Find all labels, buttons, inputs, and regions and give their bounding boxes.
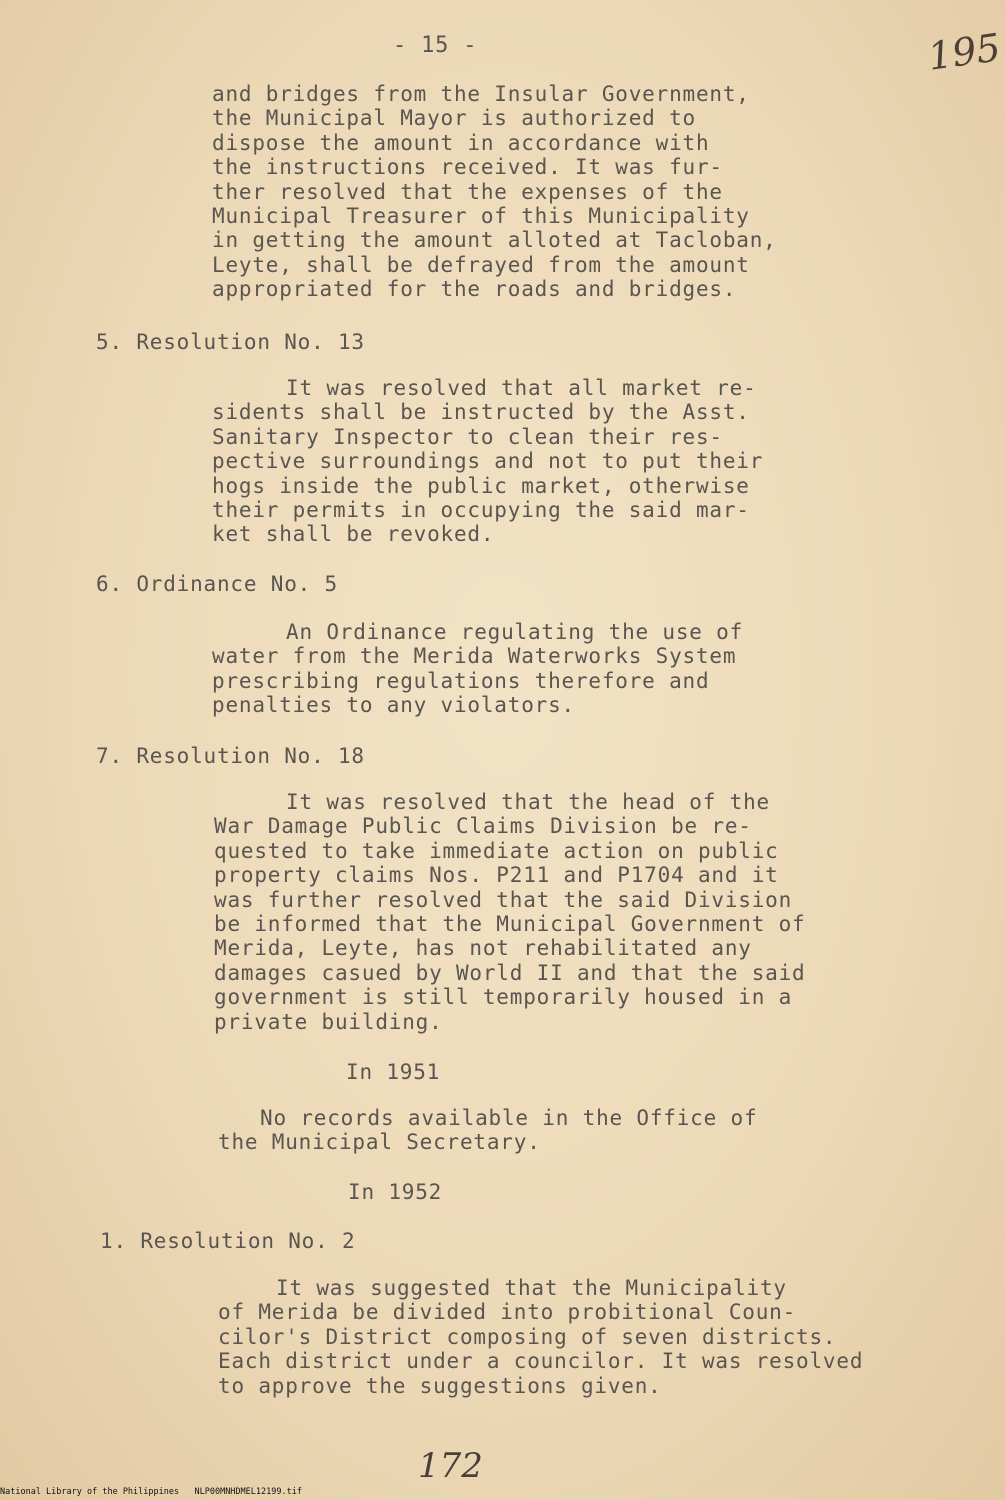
handwritten-folio-top: 195 <box>925 25 1004 79</box>
text-line: Merida, Leyte, has not rehabilitated any <box>214 936 752 961</box>
text-line: No records available in the Office of <box>260 1106 758 1130</box>
handwritten-folio-bottom: 172 <box>418 1446 483 1486</box>
text-line: property claims Nos. P211 and P1704 and it <box>214 863 779 888</box>
text-line: be informed that the Municipal Government of <box>214 912 806 937</box>
text-line: ket shall be revoked. <box>212 522 495 547</box>
text-line: the instructions received. It was fur- <box>212 155 723 180</box>
text-line: Leyte, shall be defrayed from the amount <box>212 252 750 277</box>
item7-body <box>214 790 806 1034</box>
item7-heading: 7. Resolution No. 18 <box>96 744 365 768</box>
text-line: water from the Merida Waterworks System <box>212 644 737 669</box>
text-line: Municipal Treasurer of this Municipality <box>212 204 750 229</box>
text-line: damages casued by World II and that the said <box>214 960 806 985</box>
text-line: It was resolved that all market re- <box>286 376 757 400</box>
text-line: An Ordinance regulating the use of <box>286 620 744 644</box>
text-line: hogs inside the public market, otherwise <box>212 473 750 498</box>
text-line: to approve the suggestions given. <box>218 1373 662 1398</box>
scan-footer <box>0 1487 302 1497</box>
year-1952-heading: In 1952 <box>348 1180 443 1204</box>
text-line: their permits in occupying the said mar- <box>212 498 750 523</box>
text-line: quested to take immediate action on public <box>214 838 779 863</box>
year-1951-body <box>218 1106 757 1155</box>
text-line: penalties to any violators. <box>212 693 575 718</box>
text-line: the Municipal Mayor is authorized to <box>212 106 696 131</box>
intro-paragraph <box>212 82 777 302</box>
text-line: government is still temporarily housed in a <box>214 985 793 1010</box>
text-line: prescribing regulations therefore and <box>212 668 710 693</box>
item5-body <box>212 376 763 547</box>
text-line: Sanitary Inspector to clean their res- <box>212 424 723 449</box>
footer-library: National Library of the Philippines <box>0 1487 180 1497</box>
item6-body <box>212 620 743 718</box>
year-1951-heading: In 1951 <box>346 1060 441 1084</box>
text-line: and bridges from the Insular Government, <box>212 82 750 106</box>
item6-heading: 6. Ordinance No. 5 <box>96 572 338 596</box>
text-line: appropriated for the roads and bridges. <box>212 277 737 302</box>
text-line: in getting the amount alloted at Tacloban, <box>212 228 777 253</box>
text-line: private building. <box>214 1009 443 1034</box>
item5-heading: 5. Resolution No. 13 <box>96 330 365 354</box>
text-line: War Damage Public Claims Division be re- <box>214 814 752 839</box>
text-line: sidents shall be instructed by the Asst. <box>212 400 750 425</box>
text-line: was further resolved that the said Division <box>214 887 793 912</box>
item1-heading: 1. Resolution No. 2 <box>100 1229 356 1253</box>
text-line: the Municipal Secretary. <box>218 1130 541 1155</box>
text-line: It was resolved that the head of the <box>286 790 770 814</box>
item1-body <box>218 1276 863 1398</box>
text-line: pective surroundings and not to put their <box>212 449 764 474</box>
text-line: of Merida be divided into probitional Coun- <box>218 1300 797 1325</box>
text-line: ther resolved that the expenses of the <box>212 179 723 204</box>
text-line: It was suggested that the Municipality <box>276 1276 787 1300</box>
text-line: Each district under a councilor. It was resolved <box>218 1349 864 1374</box>
page-number: - 15 - <box>393 33 478 58</box>
footer-file: NLP00MNHDMEL12199.tif <box>194 1487 302 1497</box>
text-line: cilor's District composing of seven districts. <box>218 1324 837 1349</box>
text-line: dispose the amount in accordance with <box>212 130 710 155</box>
